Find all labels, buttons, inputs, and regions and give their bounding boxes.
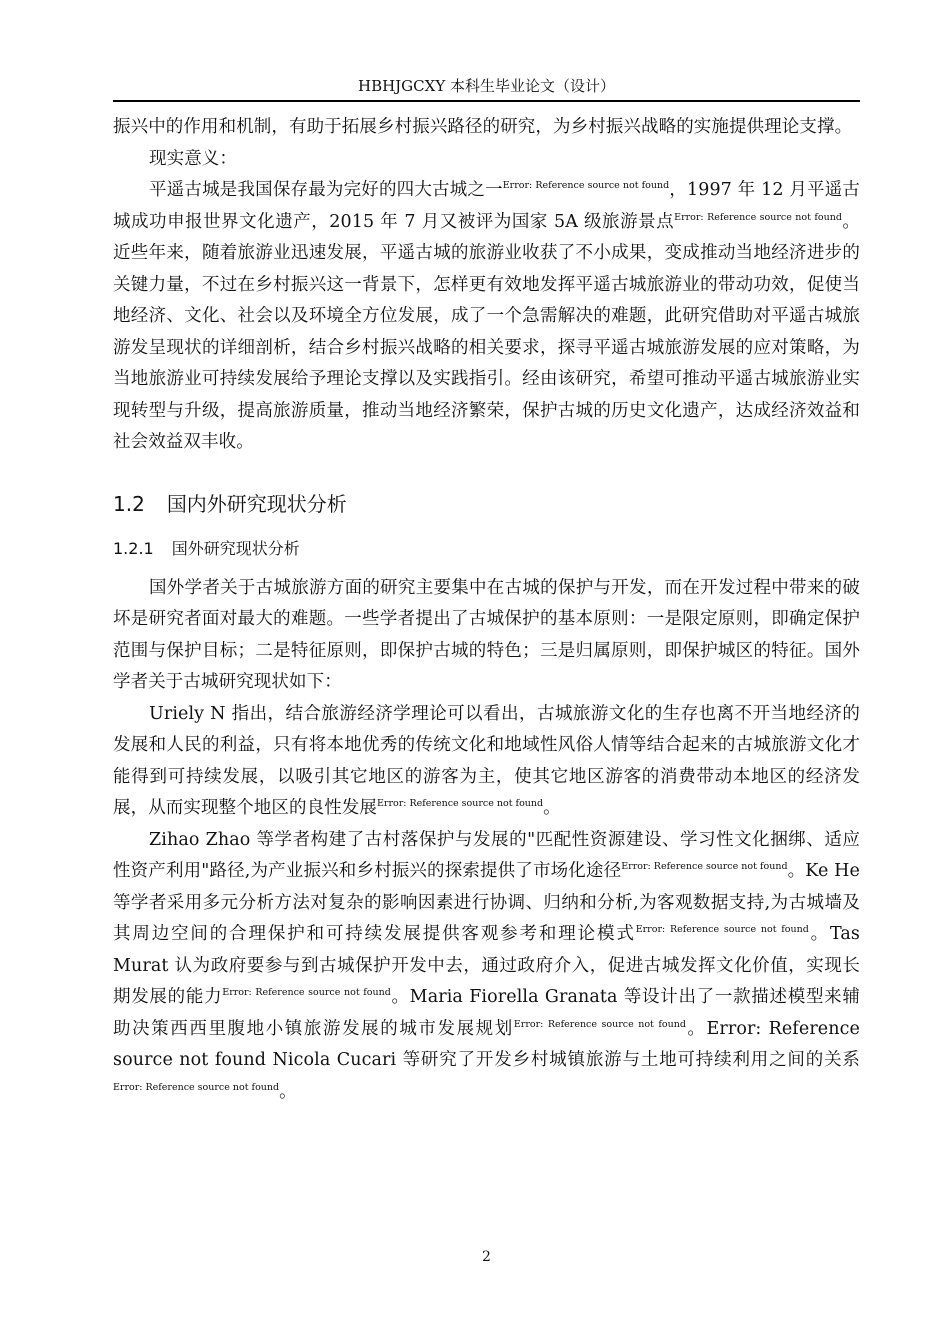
reference-error: Error: Reference source not found — [222, 987, 391, 999]
reference-error: Error: Reference source not found — [113, 1081, 280, 1093]
paragraph-practical-label: 现实意义： — [149, 148, 237, 169]
section-heading — [113, 489, 860, 519]
paragraph-foreign-overview: 国外学者关于古城旅游方面的研究主要集中在古城的保护与开发，而在开发过程中带来的破坏是研究者面对最大的难题。一些学者提出了古城保护的基本原则：一是限定原则，即确定保护范围与保护目标；二是特征原则，即保护古城的特色；三是归属原则，即保护城区的特征。国外学者关于古城研究现状如下： — [113, 577, 860, 692]
paragraph-continued: 振兴中的作用和机制，有助于拓展乡村振兴路径的研究，为乡村振兴战略的实施提供理论支撑。 — [113, 117, 853, 137]
subsection-heading — [113, 535, 860, 563]
subsection-number: 1.2.1 — [113, 538, 154, 558]
reference-error: Error: Reference source not found — [377, 798, 544, 810]
text-segment: 。Maria Fiorella Granata 等设计出了一款描述模型来辅助决策西西里腹地小镇旅游发展的城市发展规划 — [113, 987, 860, 1039]
text-segment: 。近些年来，随着旅游业迅速发展，平遥古城的旅游业收获了不小成果，变成推动当地经济进步的关键力量，不过在乡村振兴这一背景下，怎样更有效地发挥平遥古城旅游业的带动功效，促使当地经济、文化、社会以及环境全方位发展，成了一个急需解决的难题，此研究借助对平遥古城旅游发呈现状的详细剖析，结合乡村振兴战略的相关要求，探寻平遥古城旅游发展的应对策略，为当地旅游业可持续发展给予理论支撑以及实践指引。经由该研究，希望可推动平遥古城旅游业实现转型与升级，提高旅游质量，推动当地经济繁荣，保护古城的历史文化遗产，达成经济效益和社会效益双丰收。 — [113, 211, 860, 452]
inline-reference-error: Error: Reference source not found — [113, 1018, 860, 1070]
text-segment: 。 — [543, 798, 561, 818]
text-segment: ，1997 年 12 月平遥古城成功申报世界文化遗产，2015 年 7 月又被评为国家 5A 级旅游景点 — [113, 180, 860, 232]
paragraph-zhao-he-murat — [113, 825, 860, 1109]
text-segment: Uriely N 指出，结合旅游经济学理论可以看出，古城旅游文化的生存也离不开当地经济的发展和人民的利益，只有将本地优秀的传统文化和地域性风俗人情等结合起来的古城旅游文化才能得到可持续发展，以吸引其它地区的游客为主，使其它地区游客的消费带动本地区的经济发展，从而实现整个地区的良性发展 — [113, 703, 860, 818]
header-rule — [113, 100, 860, 102]
subsection-title: 国外研究现状分析 — [171, 538, 300, 558]
paragraph-practical-significance — [113, 175, 860, 459]
text-segment: Nicola Cucari 等研究了开发乡村城镇旅游与土地可持续利用之间的关系 — [266, 1050, 860, 1070]
text-segment: 。 — [279, 1081, 297, 1102]
text-segment: 。Ke He 等学者采用多元分析方法对复杂的影响因素进行协调、归纳和分析,为客观数据支持,为古城墙及其周边空间的合理保护和可持续发展提供客观参考和理论模式 — [113, 861, 860, 944]
section-number: 1.2 — [113, 491, 145, 516]
page-body — [113, 112, 860, 1108]
paragraph-uriely — [113, 699, 860, 825]
page-number: 2 — [482, 1249, 491, 1265]
text-segment: Zihao Zhao 等学者构建了古村落保护与发展的"匹配性资源建设、学习性文化捆绑、适应性资产利用"路径,为产业振兴和乡村振兴的探索提供了市场化途径 — [113, 829, 860, 881]
section-title: 国内外研究现状分析 — [166, 491, 347, 516]
reference-error: Error: Reference source not found — [635, 924, 809, 936]
text-segment: 。 — [685, 1018, 707, 1039]
text-segment: 。Tas Murat 认为政府要参与到古城保护开发中去，通过政府介入，促进古城发挥文化价值，实现长期发展的能力 — [113, 924, 860, 1007]
reference-error: Error: Reference source not found — [674, 211, 842, 223]
reference-error: Error: Reference source not found — [502, 180, 670, 192]
text-segment: 平遥古城是我国保存最为完好的四大古城之一 — [149, 180, 503, 200]
running-header: HBHJGCXY 本科生毕业论文（设计） — [357, 77, 615, 95]
reference-error: Error: Reference source not found — [621, 861, 788, 873]
reference-error: Error: Reference source not found — [513, 1018, 686, 1030]
